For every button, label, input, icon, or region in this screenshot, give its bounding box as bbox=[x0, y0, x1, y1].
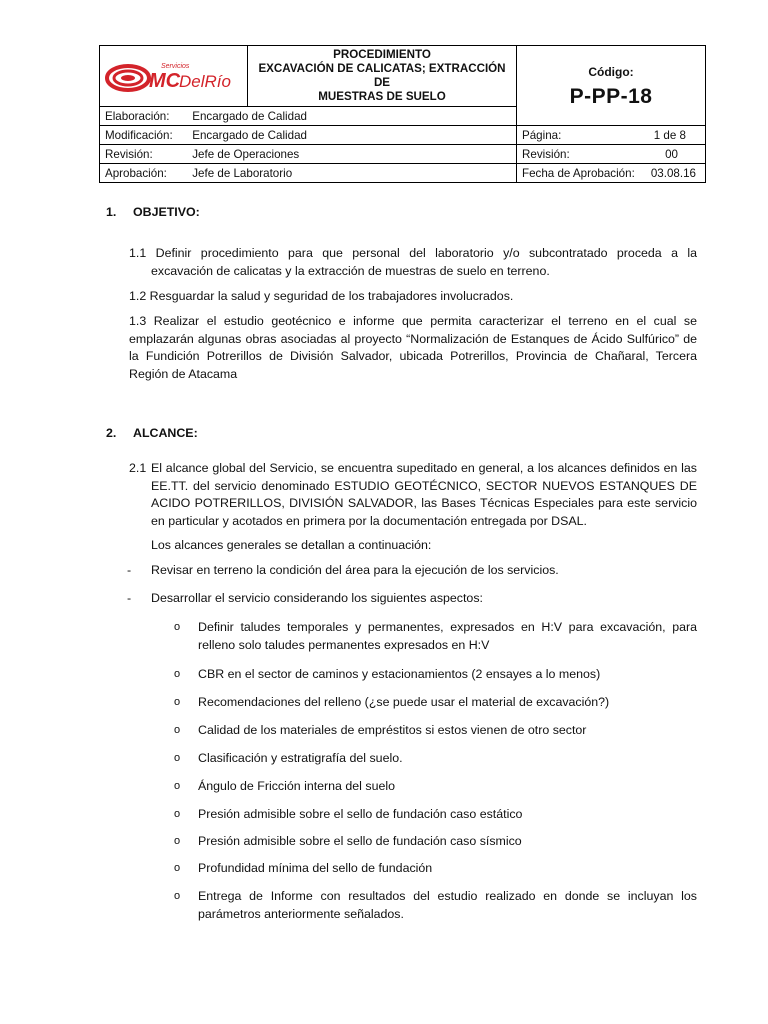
revision-label: Revisión: bbox=[105, 147, 153, 161]
logo-brand-rest: DelRío bbox=[178, 72, 231, 91]
bullet-marker: o bbox=[174, 724, 181, 736]
aprobacion-label: Aprobación: bbox=[105, 166, 167, 180]
scope-dash-1-text: Revisar en terreno la condición del área para la ejecución de los servicios. bbox=[151, 563, 559, 577]
scope-dash-item-2 bbox=[127, 591, 483, 605]
logo-cell bbox=[100, 46, 248, 107]
bullet-marker: o bbox=[174, 621, 181, 633]
aspect-text-8: Presión admisible sobre el sello de fundación caso sísmico bbox=[198, 834, 522, 848]
aspect-text-9: Profundidad mínima del sello de fundación bbox=[198, 861, 433, 875]
mcdelrio-logo-icon bbox=[104, 56, 244, 96]
company-logo bbox=[100, 46, 247, 106]
aspect-item-4 bbox=[174, 721, 697, 739]
fecha-value: 03.08.16 bbox=[650, 166, 696, 180]
aprobacion-row bbox=[100, 164, 517, 183]
section-1-heading: OBJETIVO: bbox=[133, 205, 200, 219]
code-value: P-PP-18 bbox=[569, 84, 653, 108]
aspect-item-8 bbox=[174, 832, 697, 850]
document-title bbox=[248, 46, 517, 107]
revision-value: Jefe de Operaciones bbox=[192, 147, 300, 161]
aspect-text-1: Definir taludes temporales y permanentes, expresados en H:V para excavación, para relleno solo taludes permanentes expresados en H:V bbox=[198, 620, 697, 652]
logo-small-text: Servicios bbox=[160, 63, 189, 70]
pagina-value: 1 de 8 bbox=[653, 128, 686, 142]
revision-num-value: 00 bbox=[665, 147, 678, 161]
bullet-marker: o bbox=[174, 835, 181, 847]
bullet-marker: o bbox=[174, 780, 181, 792]
scope-2-1 bbox=[129, 460, 697, 530]
aspect-text-10: Entrega de Informe con resultados del estudio realizado en donde se incluyan los parámetros anteriormente señalados. bbox=[198, 889, 697, 921]
aspect-item-10 bbox=[174, 887, 697, 923]
aspect-text-5: Clasificación y estratigrafía del suelo. bbox=[198, 751, 403, 765]
revision-row bbox=[100, 145, 517, 164]
bullet-marker: o bbox=[174, 752, 181, 764]
section-2-heading: ALCANCE: bbox=[133, 426, 198, 440]
elaboracion-value: Encargado de Calidad bbox=[192, 109, 307, 123]
modificacion-label: Modificación: bbox=[105, 128, 173, 142]
scope-dash-item-1 bbox=[127, 563, 559, 577]
title-line-1: PROCEDIMIENTO bbox=[333, 48, 431, 61]
pagina-label: Página: bbox=[522, 128, 562, 142]
code-label: Código: bbox=[588, 64, 634, 79]
section-2-number: 2. bbox=[106, 426, 117, 440]
fecha-label: Fecha de Aprobación: bbox=[522, 166, 635, 180]
header-table bbox=[99, 45, 706, 183]
objective-1-3: 1.3 Realizar el estudio geotécnico e informe que permita caracterizar el terreno en el cual se emplazarán algunas obras asociadas al proyecto “Normalización de Estanques de Ácido Sulfúrico” de la Fundición Potrerillos de División Salvador, ubicada Potrerillos, Provincia de Chañaral, Tercera Región de Atacama bbox=[129, 314, 697, 381]
modificacion-row bbox=[100, 126, 517, 145]
title-line-3: MUESTRAS DE SUELO bbox=[318, 90, 446, 103]
bullet-marker: o bbox=[174, 696, 181, 708]
dash-marker: - bbox=[127, 563, 132, 577]
scope-2-1-number: 2.1 bbox=[129, 461, 147, 475]
bullet-marker: o bbox=[174, 890, 181, 902]
bullet-marker: o bbox=[174, 862, 181, 874]
revision-num-row bbox=[517, 145, 706, 164]
fecha-row bbox=[517, 164, 706, 183]
elaboracion-row bbox=[100, 107, 517, 126]
aspect-item-9 bbox=[174, 859, 697, 877]
objective-1-1 bbox=[129, 245, 697, 280]
aspect-text-7: Presión admisible sobre el sello de fundación caso estático bbox=[198, 807, 523, 821]
dash-marker: - bbox=[127, 591, 132, 605]
aspect-item-6 bbox=[174, 777, 697, 795]
scope-2-1-rest: EE.TT. del servicio denominado ESTUDIO GEOTÉCNICO, SECTOR NUEVOS ESTANQUES DE ACIDO POTRERILLOS, DIVISIÓN SALVADOR, las Bases Técnicas Especiales para este servicio en particular y acotados en primera por la documentación entregada por DSAL. bbox=[151, 478, 697, 528]
aspect-item-1 bbox=[174, 618, 697, 654]
objective-1-1-line1: 1.1 Definir procedimiento para que personal del laboratorio y/o subcontratado proceda a la bbox=[129, 246, 697, 260]
aspect-item-2 bbox=[174, 665, 697, 683]
pagina-row bbox=[517, 126, 706, 145]
aspect-text-6: Ángulo de Fricción interna del suelo bbox=[198, 779, 395, 793]
scope-intro: Los alcances generales se detallan a continuación: bbox=[151, 538, 432, 552]
section-1-number: 1. bbox=[106, 205, 117, 219]
revision-num-label: Revisión: bbox=[522, 147, 570, 161]
title-line-2: EXCAVACIÓN DE CALICATAS; EXTRACCIÓN DE bbox=[258, 62, 506, 89]
objective-1-1-line2: excavación de calicatas y la extracción de muestras de suelo en terreno. bbox=[151, 263, 550, 278]
modificacion-value: Encargado de Calidad bbox=[192, 128, 307, 142]
code-cell bbox=[517, 46, 706, 126]
aspect-item-5 bbox=[174, 749, 697, 767]
bullet-marker: o bbox=[174, 808, 181, 820]
aspect-text-3: Recomendaciones del relleno (¿se puede usar el material de excavación?) bbox=[198, 695, 610, 709]
aprobacion-value: Jefe de Laboratorio bbox=[192, 166, 293, 180]
bullet-marker: o bbox=[174, 668, 181, 680]
scope-2-1-line1: El alcance global del Servicio, se encuentra supeditado en general, a los alcances definidos en las bbox=[151, 461, 697, 475]
aspect-text-4: Calidad de los materiales de empréstitos si estos vienen de otro sector bbox=[198, 723, 587, 737]
logo-brand-mc: MC bbox=[148, 70, 180, 92]
scope-dash-2-text: Desarrollar el servicio considerando los siguientes aspectos: bbox=[151, 591, 483, 605]
aspect-text-2: CBR en el sector de caminos y estacionamientos (2 ensayes a lo menos) bbox=[198, 667, 601, 681]
aspect-item-3 bbox=[174, 693, 697, 711]
elaboracion-label: Elaboración: bbox=[105, 109, 170, 123]
aspect-item-7 bbox=[174, 805, 697, 823]
objective-1-2: 1.2 Resguardar la salud y seguridad de los trabajadores involucrados. bbox=[129, 289, 514, 303]
